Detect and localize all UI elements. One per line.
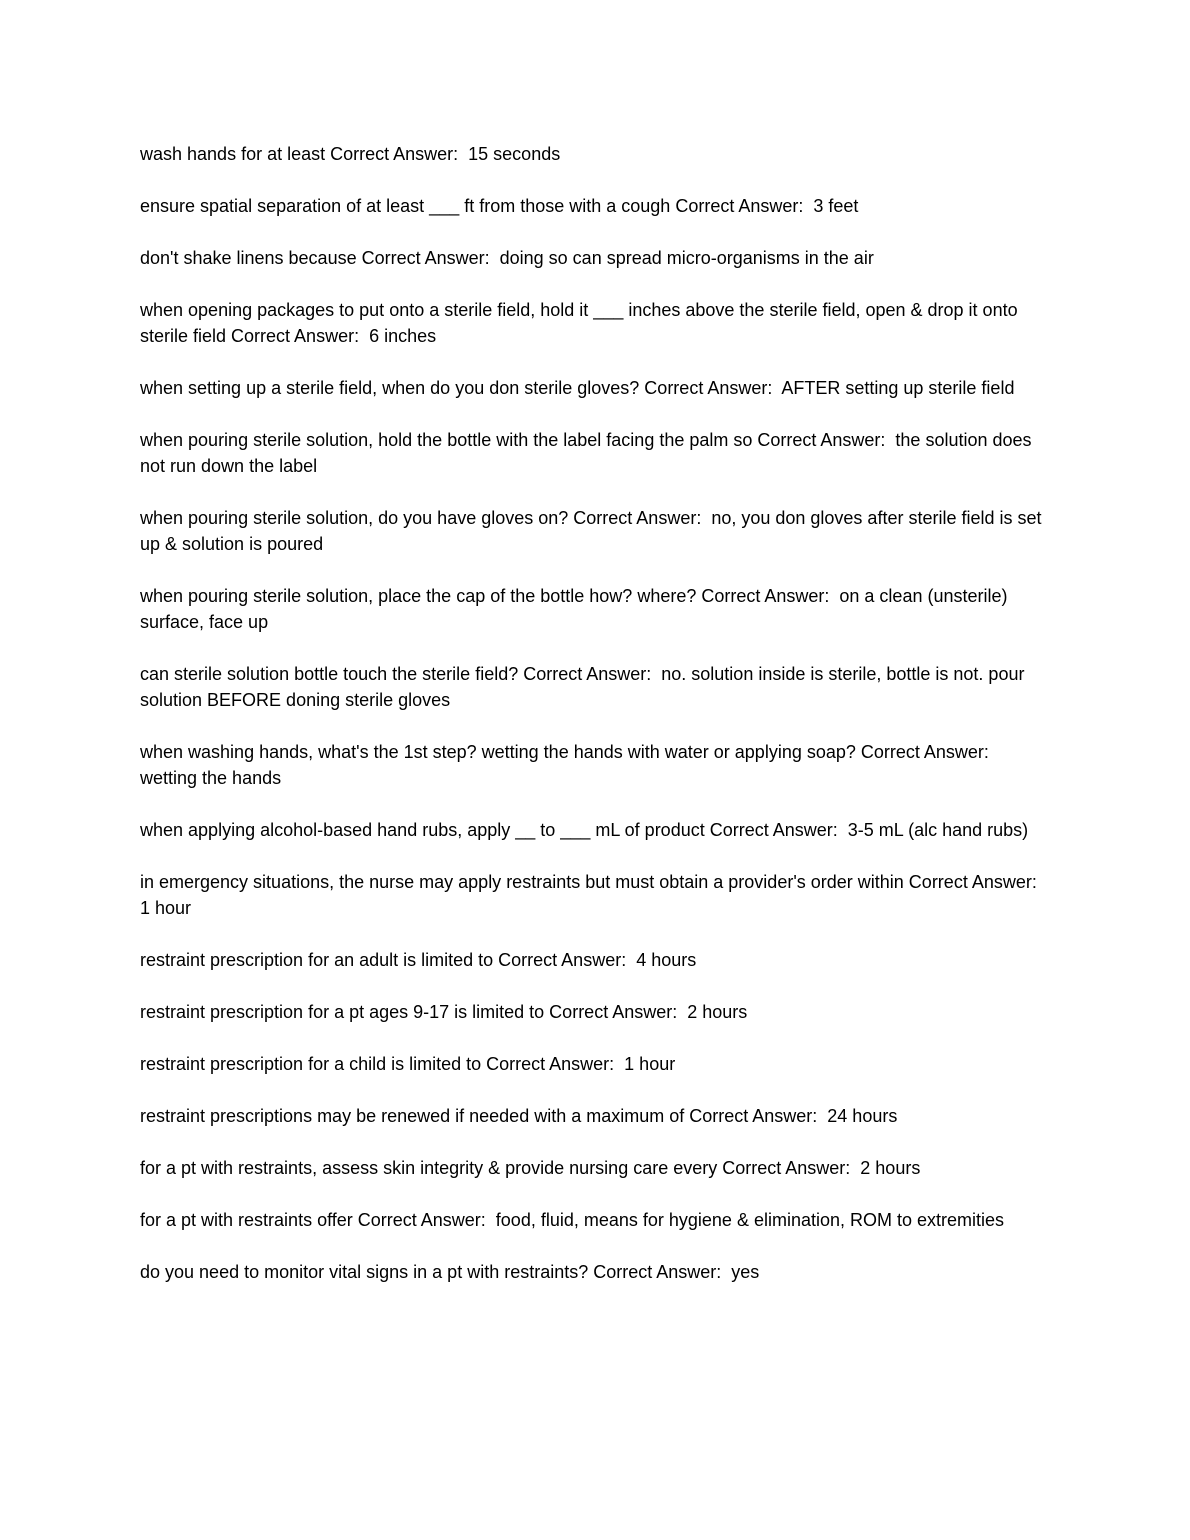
qa-item-15: restraint prescription for a child is limited to Correct Answer: 1 hour [140, 1054, 676, 1074]
qa-item-14: restraint prescription for a pt ages 9-17 is limited to Correct Answer: 2 hours [140, 1002, 748, 1022]
document-page [140, 141, 1050, 1311]
qa-item-10: when washing hands, what's the 1st step? wetting the hands with water or applying soap? Correct Answer: wetting the hands [140, 742, 999, 788]
qa-item-12: in emergency situations, the nurse may apply restraints but must obtain a provider's order within Correct Answer: 1 hour [140, 872, 1047, 918]
qa-item-9: can sterile solution bottle touch the sterile field? Correct Answer: no. solution inside is sterile, bottle is not. pour solution BEFORE doning sterile gloves [140, 664, 1030, 710]
qa-item-1: wash hands for at least Correct Answer: 15 seconds [140, 144, 561, 164]
qa-item-6: when pouring sterile solution, hold the bottle with the label facing the palm so Correct Answer: the solution does not run down the label [140, 430, 1037, 476]
qa-item-13: restraint prescription for an adult is limited to Correct Answer: 4 hours [140, 950, 697, 970]
qa-item-2: ensure spatial separation of at least ___ ft from those with a cough Correct Answer: 3 feet [140, 196, 859, 216]
qa-item-11: when applying alcohol-based hand rubs, apply __ to ___ mL of product Correct Answer: 3-5 mL (alc hand rubs) [140, 820, 1029, 840]
qa-item-3: don't shake linens because Correct Answer: doing so can spread micro-organisms in the air [140, 248, 874, 268]
qa-item-5: when setting up a sterile field, when do you don sterile gloves? Correct Answer: AFTER setting up sterile field [140, 378, 1015, 398]
qa-item-4: when opening packages to put onto a sterile field, hold it ___ inches above the sterile field, open & drop it onto sterile field Correct Answer: 6 inches [140, 300, 1023, 346]
qa-item-16: restraint prescriptions may be renewed if needed with a maximum of Correct Answer: 24 hours [140, 1106, 898, 1126]
qa-item-7: when pouring sterile solution, do you have gloves on? Correct Answer: no, you don gloves after sterile field is set up & solution is poured [140, 508, 1047, 554]
qa-item-8: when pouring sterile solution, place the cap of the bottle how? where? Correct Answer: on a clean (unsterile) surface, face up [140, 586, 1013, 632]
qa-item-19: do you need to monitor vital signs in a pt with restraints? Correct Answer: yes [140, 1262, 760, 1282]
qa-item-18: for a pt with restraints offer Correct Answer: food, fluid, means for hygiene & elimination, ROM to extremities [140, 1210, 1005, 1230]
qa-item-17: for a pt with restraints, assess skin integrity & provide nursing care every Correct Answer: 2 hours [140, 1158, 921, 1178]
